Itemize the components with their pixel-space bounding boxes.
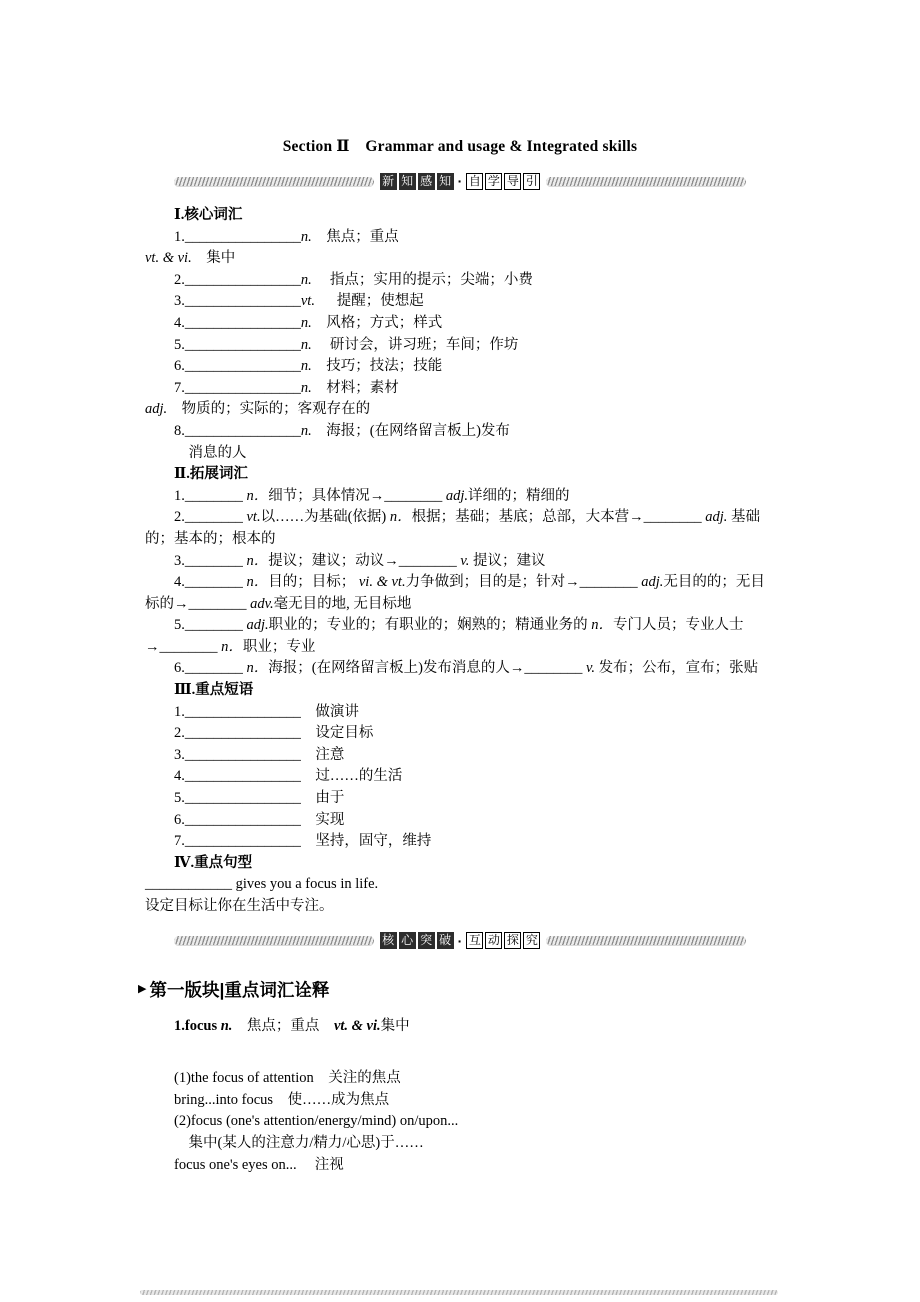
text-segment: n.: [300, 379, 312, 396]
text-segment: 7.________________: [174, 379, 301, 396]
text-segment: adj.: [641, 574, 664, 591]
text-segment: n．: [246, 660, 269, 677]
banner-dark-boxes: [379, 932, 455, 949]
text-segment: 4.________________ 过……的生活: [174, 768, 403, 785]
text-segment: 7.________________ 坚持，固守，维持: [174, 833, 432, 850]
text-segment: 1.________________ 做演讲: [174, 703, 359, 720]
text-line: [145, 572, 779, 615]
banner-char-box: 引: [523, 173, 540, 190]
text-segment: 4.________: [174, 574, 247, 591]
page-bottom-divider: [140, 1290, 778, 1295]
text-segment: 设定目标让你在生活中专注。: [145, 898, 334, 914]
text-segment: 6.________________ 实现: [174, 811, 345, 828]
text-line: [145, 788, 779, 810]
text-segment: 3.________________ 注意: [174, 746, 345, 763]
text-line: [145, 270, 779, 292]
text-segment: focus one's eyes on... 注视: [174, 1156, 344, 1173]
text-segment: vt. & vi.: [145, 250, 192, 267]
banner-coil-right: [546, 936, 746, 945]
triangle-bullet-icon: ▶: [138, 983, 147, 996]
text-segment: n．: [389, 509, 412, 526]
core-vocab-lines: [145, 227, 779, 465]
section-heading-core-vocab: Ⅰ.核心词汇: [174, 207, 243, 223]
vocab-explanation-body: [145, 1016, 779, 1177]
banner-separator-dot: ·: [457, 173, 463, 189]
text-segment: v.: [460, 552, 470, 569]
block-heading-vocab-explanation: [138, 978, 920, 1002]
text-segment: adj.: [246, 617, 269, 634]
section-heading-key-sentence: Ⅳ.重点句型: [174, 854, 253, 871]
banner-char-box: 互: [466, 932, 483, 949]
text-segment: vt.: [300, 293, 315, 310]
text-segment: 5.________: [174, 617, 247, 634]
text-segment: 1.________: [174, 487, 247, 504]
text-segment: 集中: [380, 1017, 410, 1034]
text-segment: 提醒；使想起: [314, 293, 424, 310]
banner-char-box: 探: [504, 932, 521, 949]
banner-coil-left: [174, 177, 374, 186]
text-segment: 2.________: [174, 509, 247, 526]
focus-detail-lines: [145, 1068, 779, 1176]
banner-label-group: [379, 932, 542, 949]
text-segment: 2.________________: [174, 271, 301, 288]
text-segment: n．: [246, 487, 269, 504]
text-segment: 无目的的；无目标的→________: [145, 574, 765, 612]
text-line: [145, 896, 779, 918]
banner-char-box: 动: [485, 932, 502, 949]
text-segment: 4.________________: [174, 314, 301, 331]
banner-char-box: 自: [466, 173, 483, 190]
text-segment: bring...into focus 使……成为焦点: [174, 1091, 390, 1108]
text-line: [145, 1090, 779, 1112]
text-line: [145, 766, 779, 788]
text-segment: 2.________________ 设定目标: [174, 725, 374, 742]
banner-char-box: 学: [485, 173, 502, 190]
text-line: [145, 658, 779, 680]
banner-char-box: 新: [380, 173, 397, 190]
section-heading-extended-vocab: Ⅱ.拓展词汇: [174, 466, 248, 483]
banner-coil-right: [546, 177, 746, 186]
text-segment: 毫无目的地, 无目标地: [273, 595, 412, 612]
text-segment: n.: [300, 314, 312, 331]
text-segment: n．: [246, 552, 269, 569]
text-segment: 5.________________ 由于: [174, 790, 345, 807]
text-segment: 海报；(在网络留言板上)发布: [311, 422, 510, 439]
page-title: Section Ⅱ Grammar and usage & Integrated skills: [282, 138, 638, 155]
text-segment: 细节；具体情况→________: [268, 487, 446, 504]
text-line: [145, 723, 779, 745]
banner-char-box: 突: [418, 932, 435, 949]
text-segment: 力争做到；目的是；针对→________: [405, 574, 642, 591]
block-heading-label: 第一版块|重点词汇诠释: [149, 979, 330, 1000]
text-line: [145, 1155, 779, 1177]
text-segment: 6.________________: [174, 358, 301, 375]
text-line: [145, 356, 779, 378]
text-segment: 以……为基础(依据): [260, 509, 390, 526]
text-segment: 指点；实用的提示；尖端；小费: [311, 271, 533, 288]
text-segment: 基础的；基本的；根本的: [145, 509, 761, 547]
banner-char-box: 破: [437, 932, 454, 949]
text-segment: 物质的；实际的；客观存在的: [167, 401, 371, 418]
key-phrases-lines: [145, 702, 779, 853]
text-segment: n.: [300, 228, 312, 245]
text-segment: 海报；(在网络留言板上)发布消息的人→________: [268, 660, 587, 677]
text-segment: vt.: [246, 509, 261, 526]
banner-char-box: 究: [523, 932, 540, 949]
text-segment: 消息的人: [188, 444, 247, 461]
text-segment: vt. & vi.: [333, 1017, 381, 1034]
banner-light-boxes: [465, 173, 541, 190]
text-line: [145, 874, 779, 896]
text-segment: adv.: [250, 595, 274, 612]
text-segment: 集中(某人的注意力/精力/心思)于……: [188, 1134, 424, 1151]
text-segment: (2)focus (one's attention/energy/mind) on/upon...: [174, 1113, 459, 1130]
text-segment: 3.________: [174, 552, 247, 569]
extended-vocab-lines: [145, 486, 779, 680]
text-segment: 技巧；技法；技能: [311, 358, 443, 375]
text-segment: 8.________________: [174, 422, 301, 439]
key-sentence-lines: [145, 874, 779, 917]
text-line: [145, 399, 779, 421]
text-segment: 1.________________: [174, 228, 301, 245]
text-segment: n.: [300, 422, 312, 439]
text-segment: 职业的；专业的；有职业的；娴熟的；精通业务的: [268, 617, 592, 634]
text-line: [145, 810, 779, 832]
banner-top: [174, 171, 746, 191]
text-segment: adj.: [145, 401, 168, 418]
text-segment: n．: [591, 617, 614, 634]
text-segment: n.: [300, 271, 312, 288]
text-segment: 5.________________: [174, 336, 301, 353]
text-line: [145, 615, 779, 658]
banner-char-box: 知: [399, 173, 416, 190]
banner-separator-dot: ·: [457, 932, 463, 949]
worksheet-content: [145, 205, 779, 918]
banner-light-boxes: [465, 932, 541, 949]
text-line: [145, 335, 779, 357]
banner-label-group: [379, 173, 542, 190]
focus-entry-line: [145, 1016, 779, 1038]
text-line: [145, 551, 779, 573]
text-segment: v.: [586, 660, 596, 677]
text-segment: 发布；公布，宣布；张贴: [595, 660, 759, 677]
text-line: [145, 831, 779, 853]
text-segment: 3.________________: [174, 293, 301, 310]
text-segment: 根据；基础；基底；总部，大本营→________: [411, 509, 706, 526]
banner-char-box: 导: [504, 173, 521, 190]
text-segment: (1)the focus of attention 关注的焦点: [174, 1070, 401, 1087]
text-segment: adj.: [705, 509, 728, 526]
text-segment: ____________ gives you a focus in life.: [145, 876, 379, 893]
text-line: [145, 1111, 779, 1133]
text-line: [145, 1016, 779, 1038]
text-line: [145, 507, 779, 550]
text-line: [145, 291, 779, 313]
text-line: [145, 248, 779, 270]
text-segment: 6.________: [174, 660, 247, 677]
text-segment: 焦点；重点: [232, 1017, 334, 1034]
text-line: [145, 443, 779, 465]
text-segment: adj.: [445, 487, 469, 504]
text-segment: 风格；方式；样式: [311, 314, 443, 331]
text-line: [145, 702, 779, 724]
text-segment: 集中: [191, 250, 236, 267]
text-segment: 提议；建议；动议→________: [268, 552, 461, 569]
text-segment: vi. & vt.: [358, 574, 406, 591]
banner-dark-boxes: [379, 173, 455, 190]
text-segment: n.: [300, 358, 312, 375]
banner-coil-left: [174, 936, 374, 945]
banner-char-box: 核: [380, 932, 397, 949]
text-line: [145, 1133, 779, 1155]
text-segment: 详细的；精细的: [468, 487, 570, 504]
text-segment: n．: [246, 574, 269, 591]
banner-middle: [174, 931, 746, 951]
text-segment: 研讨会，讲习班；车间；作坊: [311, 336, 519, 353]
text-line: [145, 227, 779, 249]
banner-char-box: 感: [418, 173, 435, 190]
banner-char-box: 心: [399, 932, 416, 949]
text-segment: 职业；专业: [242, 638, 316, 655]
text-segment: 提议；建议: [469, 552, 546, 569]
text-segment: n.: [300, 336, 312, 353]
text-line: [145, 378, 779, 400]
text-segment: n．: [221, 638, 243, 655]
text-line: [145, 313, 779, 335]
text-line: [145, 745, 779, 767]
text-line: [145, 421, 779, 443]
text-segment: 目的；目标；: [268, 574, 359, 591]
text-line: [145, 486, 779, 508]
text-segment: 材料；素材: [311, 379, 399, 396]
text-segment: 1.focus: [174, 1017, 221, 1034]
section-heading-key-phrases: Ⅲ.重点短语: [174, 682, 254, 699]
text-segment: 专门人员；专业人士→________: [145, 617, 744, 655]
text-line: [145, 1068, 779, 1090]
banner-char-box: 知: [437, 173, 454, 190]
text-segment: n.: [220, 1017, 233, 1034]
text-segment: 焦点；重点: [311, 228, 399, 245]
